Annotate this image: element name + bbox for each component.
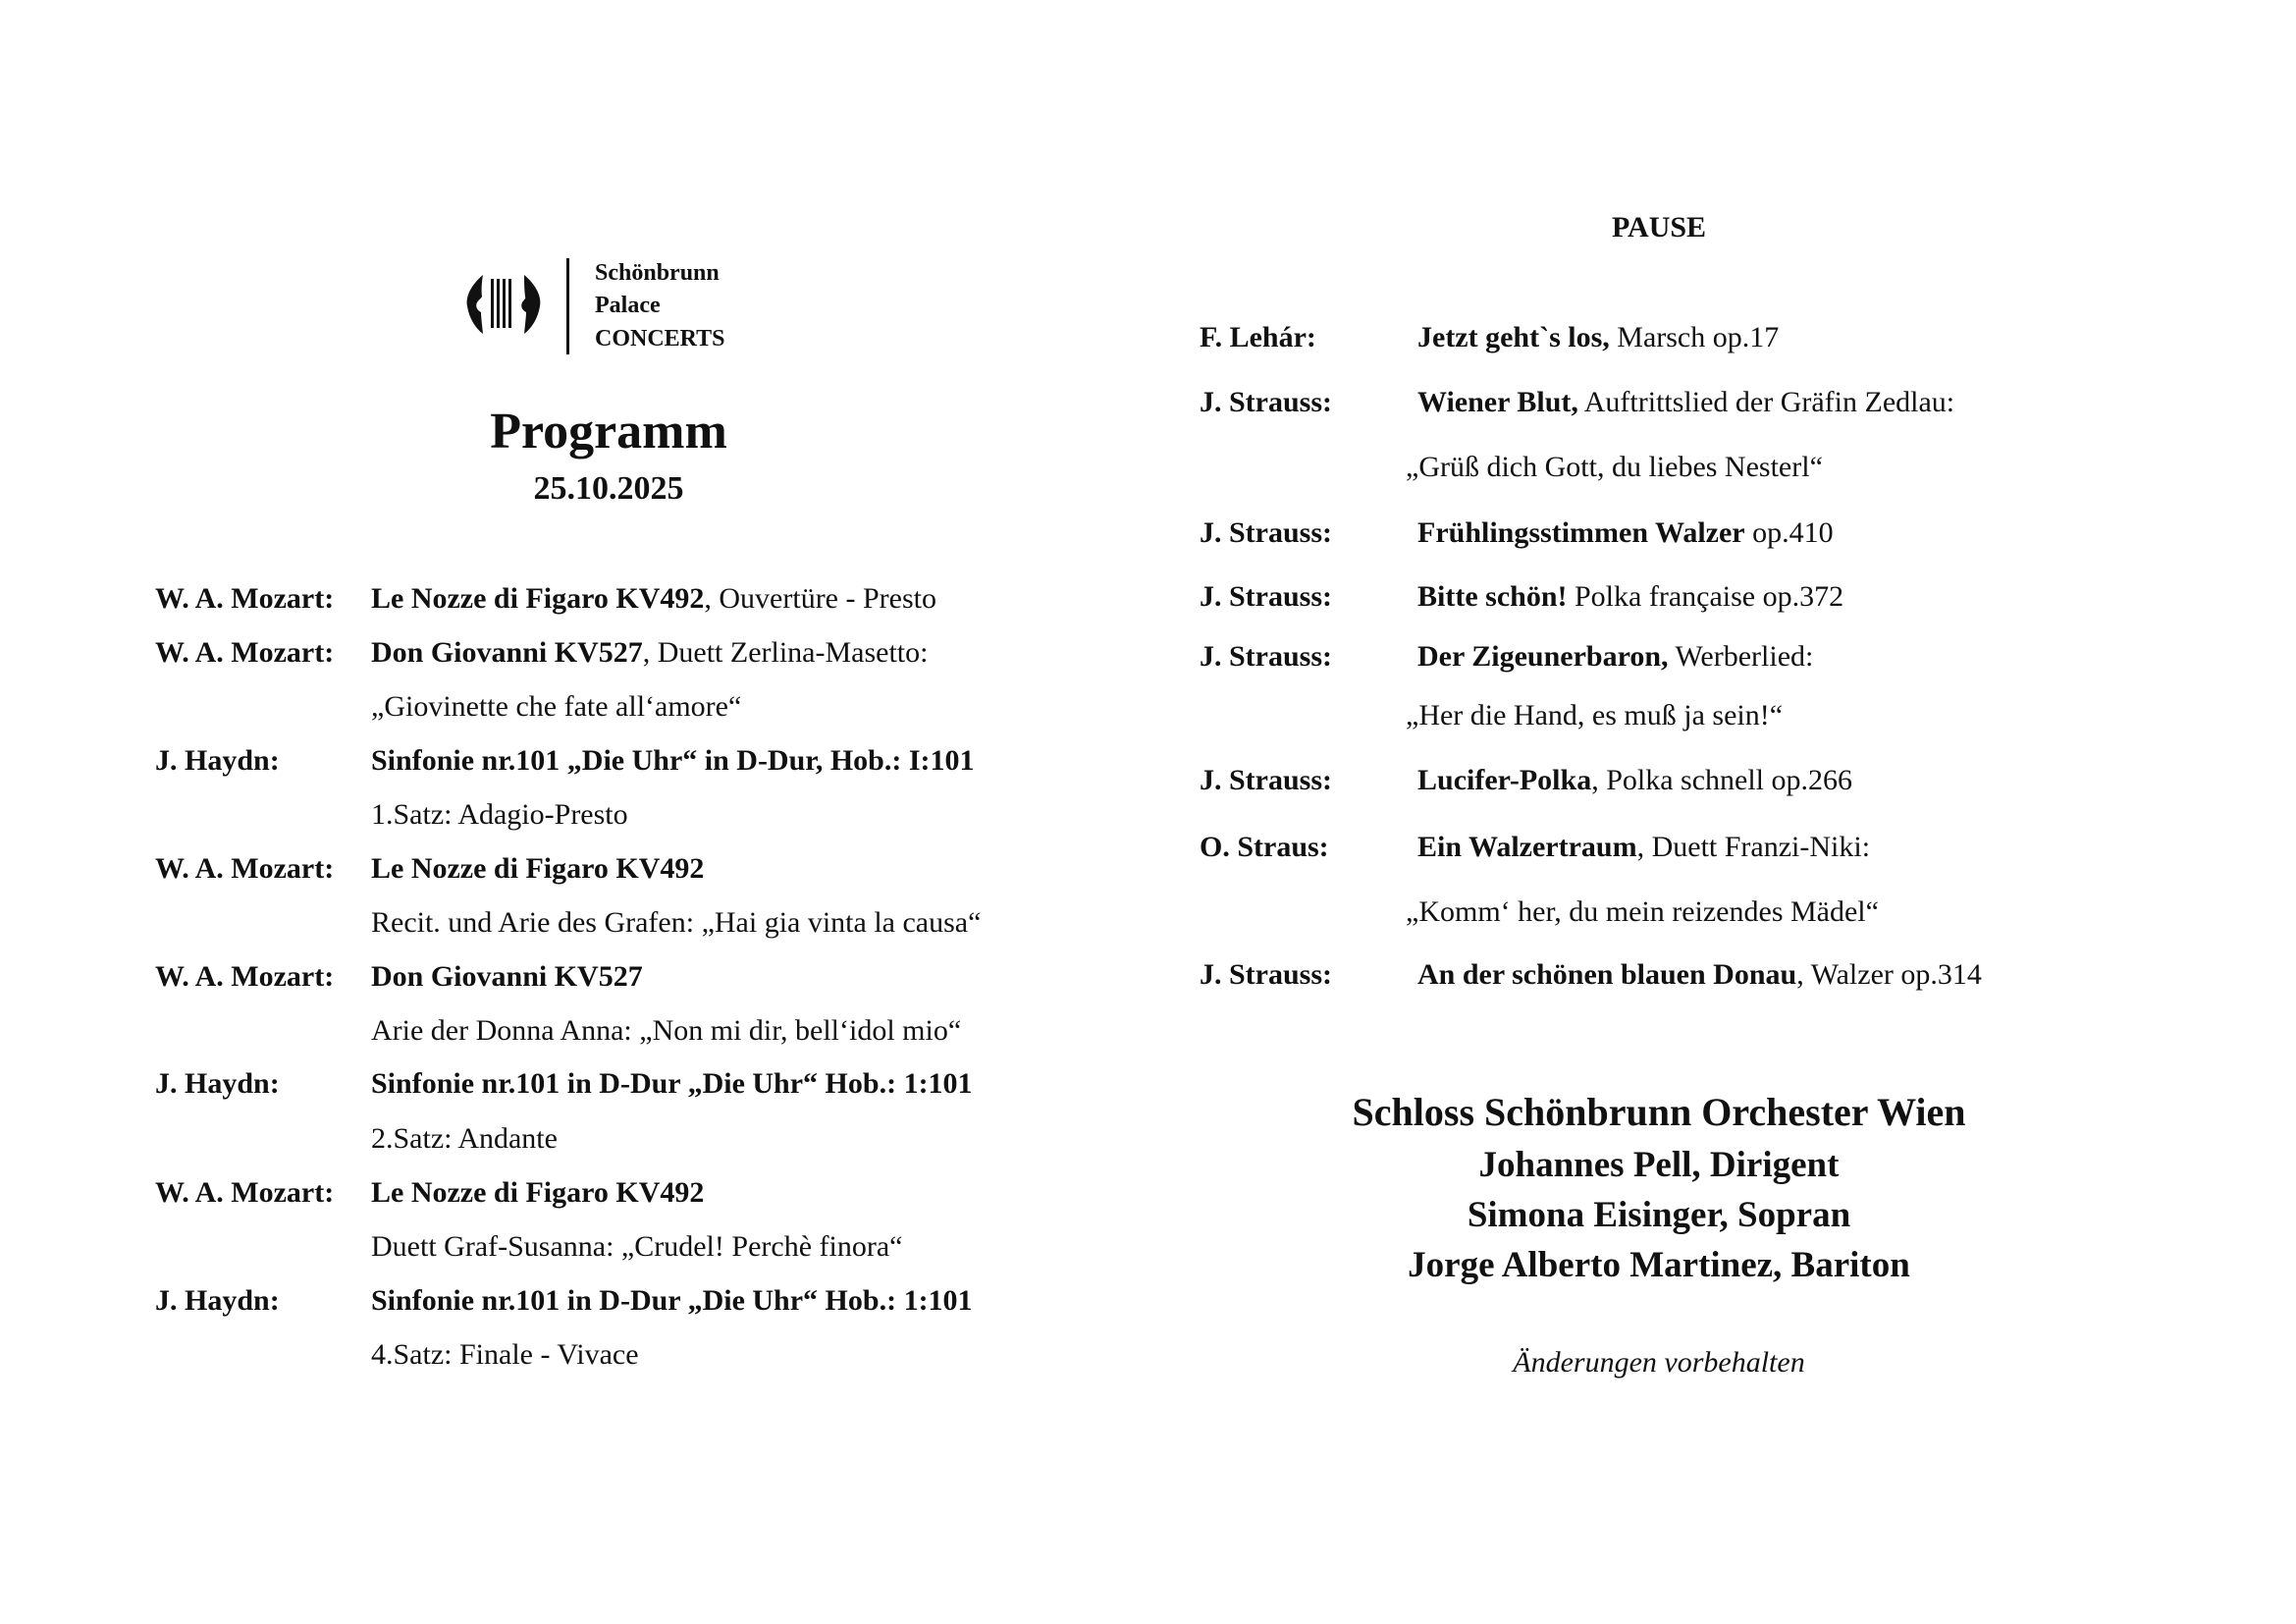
work-detail: „Her die Hand, es muß ja sein!“ [1406, 699, 1784, 731]
composer-label: W. A. Mozart: [155, 636, 335, 669]
work-detail: , Duett Zerlina-Masetto: [642, 636, 929, 669]
program-item [1417, 763, 1852, 798]
work-detail-line [371, 905, 981, 941]
program-item [371, 1066, 973, 1102]
work-detail: 4.Satz: Finale - Vivace [371, 1338, 639, 1371]
performer-conductor: Johannes Pell, Dirigent [1478, 1145, 1840, 1185]
composer-label: J. Strauss: [1200, 580, 1333, 613]
work-detail: „Giovinette che fate all‘amore“ [371, 690, 742, 723]
work-title: Le Nozze di Figaro KV492 [371, 852, 705, 885]
orchestra-name: Schloss Schönbrunn Orchester Wien [1352, 1090, 1966, 1134]
program-item [1417, 320, 1779, 355]
composer-label: W. A. Mozart: [155, 1176, 335, 1209]
work-detail: Polka française op.372 [1567, 580, 1844, 613]
work-detail: , Polka schnell op.266 [1591, 764, 1852, 796]
work-detail: Arie der Donna Anna: „Non mi dir, bell‘idol mio“ [371, 1014, 962, 1047]
composer-label: J. Strauss: [1200, 516, 1333, 549]
composer-label: J. Strauss: [1200, 764, 1333, 796]
work-title: Don Giovanni KV527 [371, 636, 643, 669]
work-detail: „Komm‘ her, du mein reizendes Mädel“ [1406, 895, 1879, 928]
work-title: Lucifer-Polka [1417, 764, 1592, 796]
composer-label: W. A. Mozart: [155, 960, 335, 993]
performer-baritone: Jorge Alberto Martinez, Bariton [1408, 1245, 1910, 1285]
program-item [371, 851, 704, 887]
work-title: Le Nozze di Figaro KV492 [371, 582, 705, 615]
logo-line-concerts: CONCERTS [595, 326, 725, 352]
work-detail-line [1406, 450, 1823, 485]
work-detail: 1.Satz: Adagio-Presto [371, 798, 628, 831]
work-detail: , Ouvertüre - Presto [704, 582, 936, 615]
program-item [1417, 639, 1813, 675]
work-detail: Auftrittslied der Gräfin Zedlau: [1577, 386, 1955, 418]
work-detail-line [371, 1337, 639, 1373]
work-detail: Duett Graf-Susanna: „Crudel! Perchè finora“ [371, 1230, 903, 1263]
work-detail: Recit. und Arie des Grafen: „Hai gia vinta la causa“ [371, 906, 982, 939]
work-title: Jetzt geht`s los, [1417, 321, 1610, 353]
composer-label: W. A. Mozart: [155, 852, 335, 885]
program-item [1417, 579, 1843, 615]
work-title: Don Giovanni KV527 [371, 960, 643, 993]
program-item [371, 581, 936, 617]
program-item [371, 1283, 973, 1319]
composer-label: J. Strauss: [1200, 958, 1333, 991]
work-detail-line [371, 1013, 961, 1049]
work-detail: op.410 [1744, 516, 1834, 549]
logo-divider [566, 258, 569, 354]
work-title: Frühlingsstimmen Walzer [1417, 516, 1745, 549]
changes-reserved-note: Änderungen vorbehalten [1513, 1346, 1805, 1379]
logo-line-schonbrunn: Schönbrunn [595, 260, 720, 286]
performer-soprano: Simona Eisinger, Sopran [1467, 1195, 1851, 1235]
work-title: Der Zigeunerbaron, [1417, 640, 1669, 673]
program-item [1417, 385, 1954, 420]
work-title: Sinfonie nr.101 in D-Dur „Die Uhr“ Hob.: 1:101 [371, 1067, 973, 1100]
work-title: An der schönen blauen Donau [1417, 958, 1797, 991]
work-title: Sinfonie nr.101 „Die Uhr“ in D-Dur, Hob.: I:101 [371, 744, 975, 777]
logo-line-palace: Palace [595, 293, 661, 318]
program-item [371, 743, 975, 779]
work-detail: , Duett Franzi-Niki: [1636, 831, 1871, 863]
composer-label: J. Strauss: [1200, 640, 1333, 673]
work-detail: , Walzer op.314 [1796, 958, 1982, 991]
composer-label: W. A. Mozart: [155, 582, 335, 615]
composer-label: J. Haydn: [155, 1284, 280, 1317]
program-item [1417, 830, 1870, 865]
program-item [371, 635, 928, 671]
work-title: Bitte schön! [1417, 580, 1568, 613]
page-title: Programm [490, 404, 727, 460]
program-item [371, 1175, 704, 1211]
work-detail: Werberlied: [1668, 640, 1814, 673]
work-detail-line [371, 689, 741, 725]
work-title: Wiener Blut, [1417, 386, 1578, 418]
work-title: Sinfonie nr.101 in D-Dur „Die Uhr“ Hob.: 1:101 [371, 1284, 973, 1317]
program-item [1417, 957, 1982, 993]
work-title: Ein Walzertraum [1417, 831, 1637, 863]
work-detail: Marsch op.17 [1609, 321, 1780, 353]
program-item [371, 959, 643, 995]
work-detail-line [371, 797, 628, 833]
work-detail-line [1406, 698, 1783, 733]
work-detail-line [371, 1229, 902, 1265]
composer-label: J. Strauss: [1200, 386, 1333, 418]
harp-violin-logo-icon [465, 273, 542, 336]
composer-label: J. Haydn: [155, 744, 280, 777]
work-detail: 2.Satz: Andante [371, 1122, 558, 1155]
pause-label: PAUSE [1611, 211, 1707, 244]
concert-date: 25.10.2025 [533, 470, 684, 507]
work-detail-line [371, 1121, 558, 1157]
composer-label: O. Straus: [1200, 831, 1329, 863]
composer-label: F. Lehár: [1200, 321, 1316, 353]
work-detail-line [1406, 894, 1879, 930]
work-detail: „Grüß dich Gott, du liebes Nesterl“ [1406, 451, 1823, 483]
work-title: Le Nozze di Figaro KV492 [371, 1176, 705, 1209]
program-item [1417, 515, 1834, 551]
composer-label: J. Haydn: [155, 1067, 280, 1100]
